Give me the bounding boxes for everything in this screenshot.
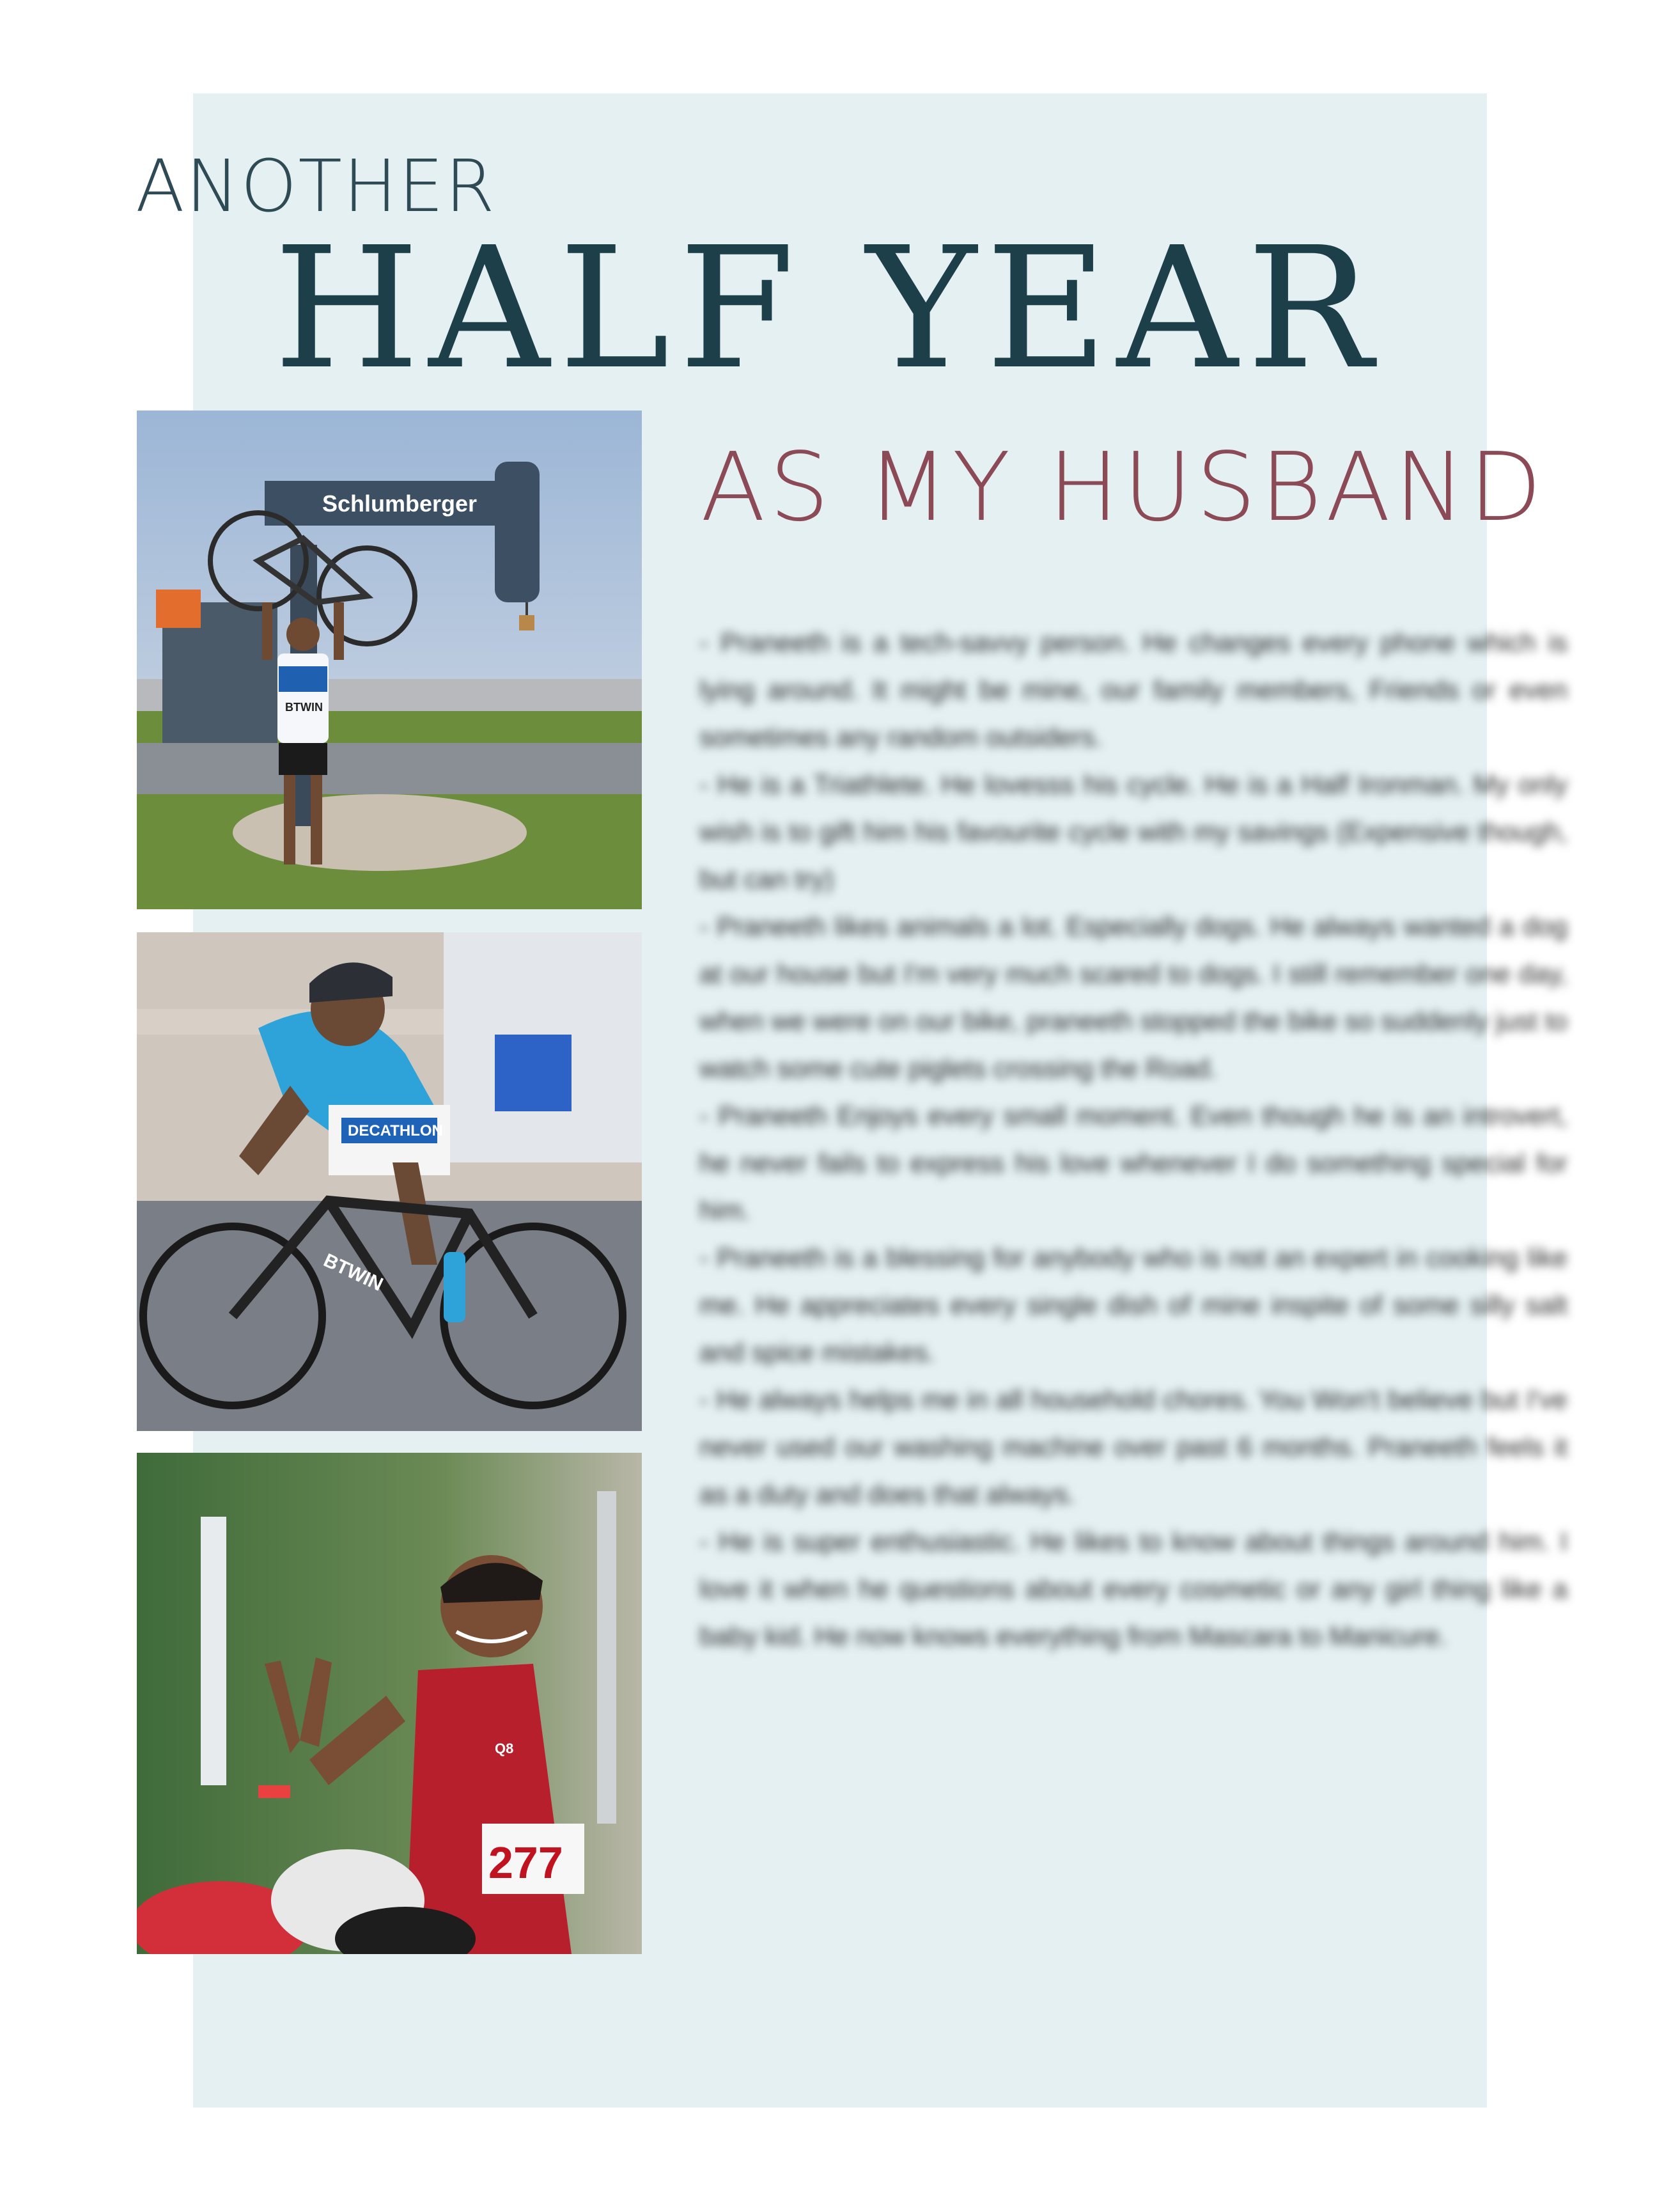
schlumberger-sign: Schlumberger xyxy=(322,490,478,517)
title-another: ANOTHER xyxy=(136,145,496,228)
paragraph: - Praneeth likes animals a lot. Especially dogs. He always wanted a dog at our house but I'm very much scared to dogs. I still remember one day, when we were on our bike, praneeth stopped the bike so suddenly just to watch some cute piglets crossing the Road. xyxy=(699,911,1567,1083)
paragraph: - He is super enthusiastic. He likes to know about things around him. I love it when he questions about every cosmetic or any girl thing like a baby kid. He now knows everything from Mascara to Manicure. xyxy=(699,1526,1567,1651)
title-as-my-husband: AS MY HUSBAND xyxy=(701,432,1546,542)
paragraph: - He is a Triathlete. He lovesss his cycle. He is a Half Ironman. My only wish is to gift him his favourite cycle with my savings (Expensive though, but can try) xyxy=(699,769,1567,894)
photo-cyclist-riding xyxy=(137,932,642,1431)
title-half-year: HALF YEAR xyxy=(274,211,1382,406)
paragraph: - Praneeth Enjoys every small moment. Even though he is an introvert, he never fails to express his love whenever I do something special for him. xyxy=(699,1100,1567,1225)
rider-jersey-text: BTWIN xyxy=(285,701,323,714)
photo-runner-bib xyxy=(137,1453,642,1954)
runner-jersey-text: Q8 xyxy=(495,1741,514,1756)
paragraph: - Praneeth is a tech-savvy person. He changes every phone which is lying around. It might be mine, our family members, Friends or even sometimes any random outsiders. xyxy=(699,627,1567,752)
paragraph: - Praneeth is a blessing for anybody who is not an expert in cooking like me. He appreciates every single dish of mine inspite of some silly salt and spice mistakes. xyxy=(699,1242,1567,1367)
body-text xyxy=(699,619,1567,1660)
photo-cyclist-pumpjack xyxy=(137,411,642,909)
paragraph: - He always helps me in all household chores. You Won't believe but I've never used our washing machine over past 6 months. Praneeth feels it as a duty and does that always. xyxy=(699,1384,1567,1509)
bike-frame-text: BTWIN xyxy=(320,1249,387,1295)
rider-jersey-text: DECATHLON xyxy=(348,1122,443,1139)
runner-bib-number: 277 xyxy=(488,1838,563,1888)
